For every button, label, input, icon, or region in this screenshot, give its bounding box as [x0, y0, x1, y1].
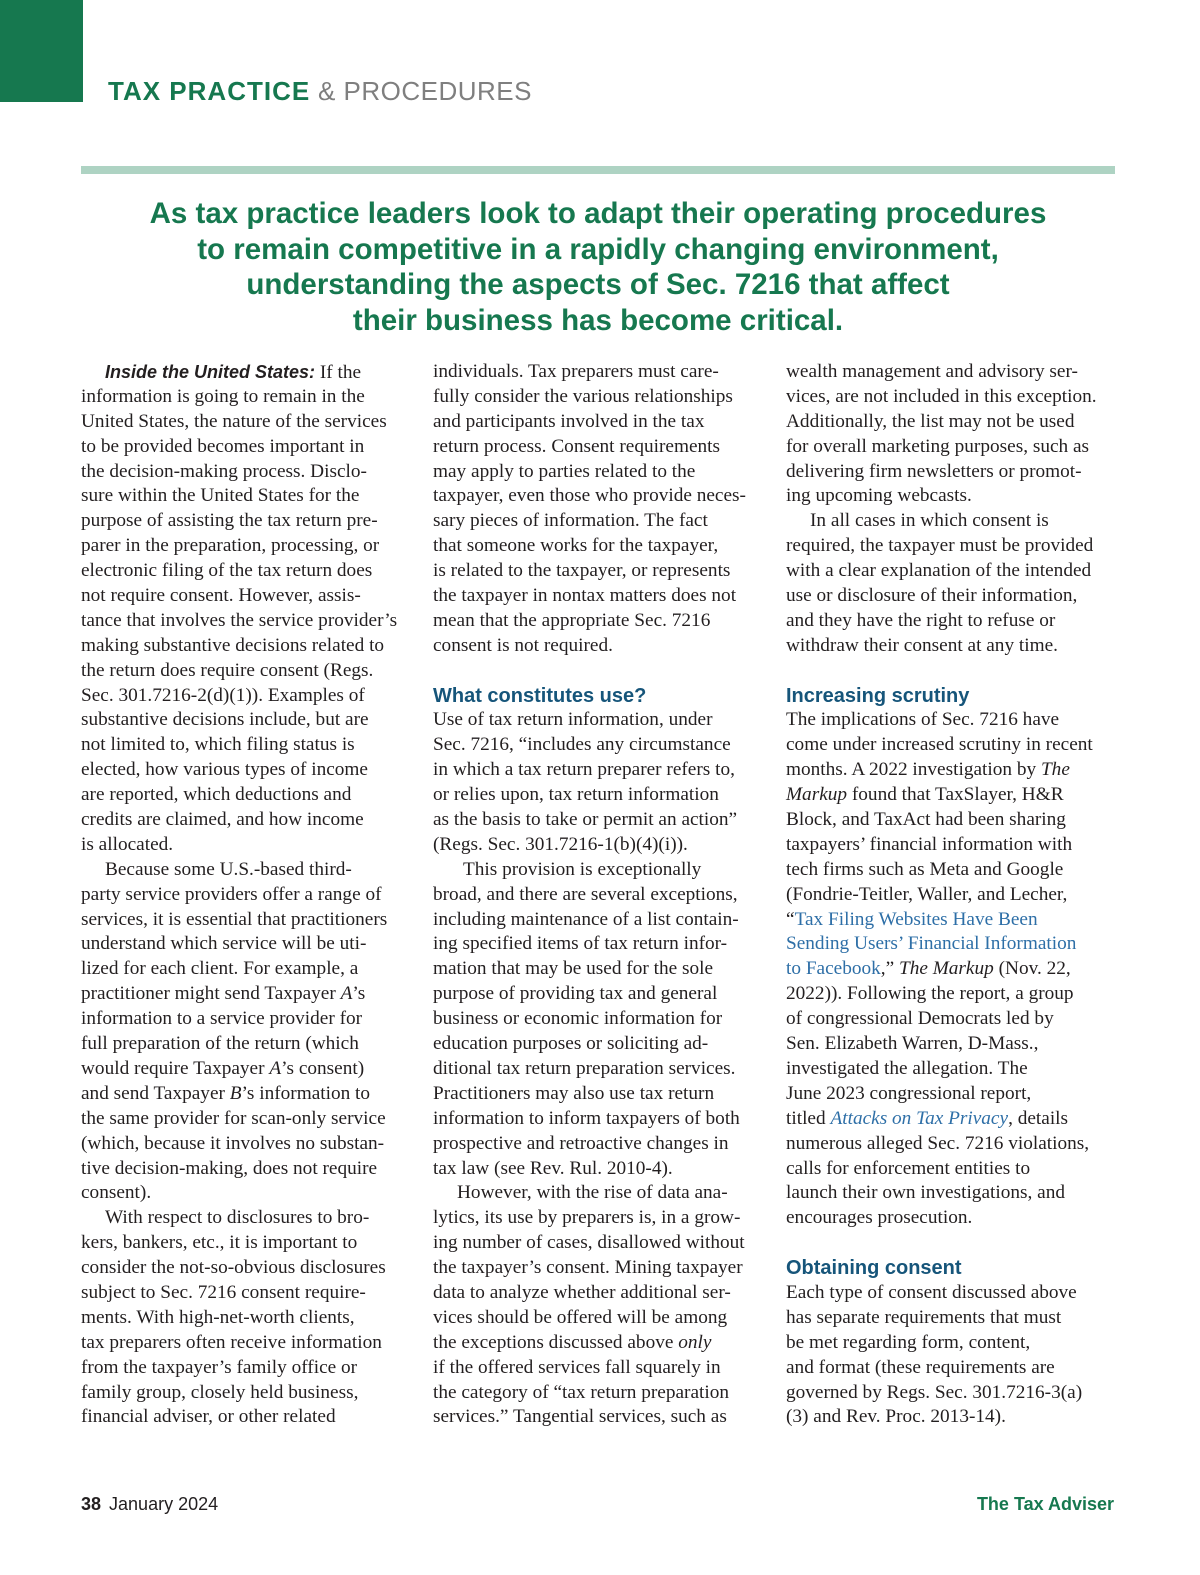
text-line: and they have the right to refuse or	[786, 609, 1056, 631]
text-line: electronic filing of the tax return does	[81, 560, 373, 582]
text-line: the decision-making process. Disclo-	[81, 460, 367, 482]
text-line: substantive decisions include, but are	[81, 709, 369, 731]
text-line: Inside the United States: If the	[105, 362, 362, 383]
paragraph-gap	[786, 1231, 1122, 1256]
text-line: June 2023 congressional report,	[786, 1082, 1032, 1104]
text-line: would require Taxpayer A’s consent)	[81, 1057, 365, 1079]
text-line: Practitioners may also use tax return	[433, 1082, 715, 1104]
text-line: Sen. Elizabeth Warren, D-Mass.,	[786, 1033, 1039, 1055]
text-line: services, it is essential that practitioners	[81, 908, 388, 930]
text-line: Each type of consent discussed above	[786, 1281, 1077, 1303]
text-line: ing upcoming webcasts.	[786, 485, 972, 507]
run-in-heading: Inside the United States:	[105, 362, 316, 382]
text-line: use or disclosure of their information,	[786, 585, 1078, 607]
text-line: and format (these requirements are	[786, 1356, 1055, 1378]
text-line: Because some U.S.-based third-	[105, 858, 352, 880]
text-line: ditional tax return preparation services.	[433, 1057, 736, 1079]
text-line: parer in the preparation, processing, or	[81, 535, 380, 557]
text-line: with a clear explanation of the intended	[786, 560, 1092, 582]
text-line: The implications of Sec. 7216 have	[786, 709, 1060, 731]
text-line: titled Attacks on Tax Privacy, details	[786, 1107, 1069, 1129]
text-line: sary pieces of information. The fact	[433, 510, 708, 532]
text-line: Block, and TaxAct had been sharing	[786, 809, 1066, 831]
text-line: Additionally, the list may not be used	[786, 410, 1075, 432]
text-line: Use of tax return information, under	[433, 709, 713, 731]
divider-rule	[81, 166, 1115, 174]
text-line: (3) and Rev. Proc. 2013-14).	[786, 1406, 1006, 1428]
text-line: vices should be offered will be among	[433, 1306, 728, 1328]
text-line: making substantive decisions related to	[81, 634, 385, 656]
pull-quote-line: As tax practice leaders look to adapt their operating procedures	[149, 197, 1047, 230]
text-line: services.” Tangential services, such as	[433, 1406, 727, 1428]
footer-folio	[81, 1494, 218, 1515]
text-line: are reported, which deductions and	[81, 784, 352, 806]
page-number: 38	[81, 1494, 102, 1514]
section-heading: Obtaining consent	[786, 1257, 962, 1280]
section-title-strong: TAX PRACTICE	[108, 76, 311, 106]
text-line: the taxpayer’s consent. Mining taxpayer	[433, 1257, 743, 1279]
text-line: and send Taxpayer B’s information to	[81, 1082, 371, 1104]
text-line: lytics, its use by preparers is, in a grow-	[433, 1207, 741, 1229]
text-line: consider the not-so-obvious disclosures	[81, 1257, 386, 1279]
text-line: to Facebook,” The Markup (Nov. 22,	[786, 958, 1071, 980]
text-line: as the basis to take or permit an action”	[433, 809, 738, 831]
text-line: (which, because it involves no substan-	[81, 1132, 385, 1154]
text-line: Sec. 7216, “includes any circumstance	[433, 734, 731, 756]
text-line: broad, and there are several exceptions,	[433, 883, 738, 905]
text-line: lized for each client. For example, a	[81, 958, 359, 980]
pull-quote-line: their business has become critical.	[352, 303, 844, 337]
text-line: tax law (see Rev. Rul. 2010-4).	[433, 1157, 673, 1179]
article-link[interactable]: to Facebook	[786, 958, 881, 980]
text-line: (Fondrie-Teitler, Waller, and Lecher,	[786, 883, 1068, 905]
text-line: practitioner might send Taxpayer A’s	[81, 983, 366, 1005]
text-line: consent is not required.	[433, 634, 613, 656]
text-line: return process. Consent requirements	[433, 435, 720, 457]
article-link[interactable]: Tax Filing Websites Have Been	[794, 908, 1038, 930]
text-line: months. A 2022 investigation by The	[786, 759, 1070, 781]
text-line: ing number of cases, disallowed without	[433, 1232, 745, 1254]
text-line: financial adviser, or other related	[81, 1406, 336, 1428]
text-line: vices, are not included in this exception.	[786, 385, 1097, 407]
section-heading: What constitutes use?	[433, 684, 647, 707]
text-line: or relies upon, tax return information	[433, 784, 719, 806]
text-line: not limited to, which filing status is	[81, 734, 355, 756]
text-line: ments. With high-net-worth clients,	[81, 1306, 355, 1328]
text-line: tance that involves the service provider’s	[81, 609, 398, 631]
text-line: United States, the nature of the services	[81, 410, 387, 432]
text-line: purpose of assisting the tax return pre-	[81, 510, 378, 532]
issue-date: January 2024	[109, 1494, 219, 1514]
text-line: come under increased scrutiny in recent	[786, 734, 1093, 756]
text-line: the same provider for scan-only service	[81, 1107, 386, 1129]
article-column-1	[81, 360, 417, 1430]
text-line: family group, closely held business,	[81, 1381, 359, 1403]
text-line: This provision is exceptionally	[463, 858, 702, 880]
text-line: may apply to parties related to the	[433, 460, 696, 482]
text-line: is allocated.	[81, 833, 174, 855]
text-line: prospective and retroactive changes in	[433, 1132, 729, 1154]
text-line: the category of “tax return preparation	[433, 1381, 730, 1403]
article-link[interactable]: Attacks on Tax Privacy	[830, 1107, 1009, 1129]
text-line: mation that may be used for the sole	[433, 958, 714, 980]
text-line: of congressional Democrats led by	[786, 1008, 1054, 1030]
text-line: party service providers offer a range of	[81, 883, 382, 905]
text-line: governed by Regs. Sec. 301.7216-3(a)	[786, 1381, 1083, 1403]
text-line: purpose of providing tax and general	[433, 983, 718, 1005]
pull-quote-line: to remain competitive in a rapidly changing environment,	[197, 232, 999, 266]
section-header	[108, 76, 532, 106]
paragraph-gap	[433, 659, 769, 684]
text-line: business or economic information for	[433, 1008, 723, 1030]
text-line: However, with the rise of data ana-	[457, 1182, 728, 1204]
text-line: In all cases in which consent is	[810, 510, 1049, 532]
text-line: launch their own investigations, and	[786, 1182, 1065, 1204]
text-line: consent).	[81, 1182, 152, 1204]
text-line: the return does require consent (Regs.	[81, 659, 374, 681]
text-line: 2022)). Following the report, a group	[786, 983, 1074, 1005]
text-line: the exceptions discussed above only	[433, 1331, 712, 1353]
text-line: calls for enforcement entities to	[786, 1157, 1031, 1179]
text-line: credits are claimed, and how income	[81, 809, 364, 831]
text-line: be met regarding form, content,	[786, 1331, 1031, 1353]
text-line: encourages prosecution.	[786, 1207, 973, 1229]
article-link[interactable]: Sending Users’ Financial Information	[786, 933, 1077, 955]
text-line: taxpayer, even those who provide neces-	[433, 485, 746, 507]
paragraph-gap	[786, 659, 1122, 684]
text-line: that someone works for the taxpayer,	[433, 535, 719, 557]
text-line: ing specified items of tax return infor-	[433, 933, 728, 955]
text-line: to be provided becomes important in	[81, 435, 365, 457]
section-heading: Increasing scrutiny	[786, 684, 970, 707]
text-line: wealth management and advisory ser-	[786, 361, 1078, 382]
article-column-2	[433, 360, 769, 1430]
text-line: subject to Sec. 7216 consent require-	[81, 1281, 366, 1303]
text-line: investigated the allegation. The	[786, 1057, 1028, 1079]
text-line: tive decision-making, does not require	[81, 1157, 378, 1179]
text-line: and participants involved in the tax	[433, 410, 705, 432]
text-line: full preparation of the return (which	[81, 1033, 359, 1055]
text-line: elected, how various types of income	[81, 759, 368, 781]
text-line: from the taxpayer’s family office or	[81, 1356, 358, 1378]
text-line: tech firms such as Meta and Google	[786, 858, 1064, 880]
text-line: required, the taxpayer must be provided	[786, 535, 1094, 557]
text-line: information is going to remain in the	[81, 385, 365, 407]
text-line: kers, bankers, etc., it is important to	[81, 1232, 358, 1254]
text-line: information to a service provider for	[81, 1008, 363, 1030]
text-line: (Regs. Sec. 301.7216-1(b)(4)(i)).	[433, 833, 688, 855]
article-column-3	[786, 360, 1122, 1430]
text-line: understand which service will be uti-	[81, 933, 367, 955]
section-color-block	[0, 0, 83, 102]
text-line: With respect to disclosures to bro-	[105, 1207, 370, 1229]
text-line: withdraw their consent at any time.	[786, 634, 1058, 656]
pull-quote	[81, 196, 1115, 338]
text-line: for overall marketing purposes, such as	[786, 435, 1090, 457]
text-line: tax preparers often receive information	[81, 1331, 382, 1353]
text-line: in which a tax return preparer refers to,	[433, 759, 735, 781]
text-line: information to inform taxpayers of both	[433, 1107, 740, 1129]
text-line: numerous alleged Sec. 7216 violations,	[786, 1132, 1090, 1154]
text-line: “Tax Filing Websites Have Been	[786, 908, 1038, 930]
text-line: Sec. 301.7216-2(d)(1)). Examples of	[81, 684, 365, 706]
text-line: if the offered services fall squarely in	[433, 1356, 721, 1378]
text-line: is related to the taxpayer, or represents	[433, 560, 731, 582]
text-line: Markup found that TaxSlayer, H&R	[786, 784, 1064, 806]
pull-quote-line: understanding the aspects of Sec. 7216 that affect	[246, 268, 950, 301]
text-line: data to analyze whether additional ser-	[433, 1281, 731, 1303]
text-line: sure within the United States for the	[81, 485, 360, 507]
text-line: mean that the appropriate Sec. 7216	[433, 609, 711, 631]
text-line: including maintenance of a list contain-	[433, 908, 739, 930]
text-line: fully consider the various relationships	[433, 385, 733, 407]
text-line: has separate requirements that must	[786, 1306, 1062, 1328]
text-line: taxpayers’ financial information with	[786, 833, 1073, 855]
text-line: delivering firm newsletters or promot-	[786, 460, 1082, 482]
text-line: individuals. Tax preparers must care-	[433, 361, 719, 382]
publication-name: The Tax Adviser	[976, 1494, 1114, 1514]
text-line: not require consent. However, assis-	[81, 585, 361, 607]
text-line: the taxpayer in nontax matters does not	[433, 585, 737, 607]
text-line: education purposes or soliciting ad-	[433, 1033, 709, 1055]
section-title-light: & PROCEDURES	[317, 76, 532, 106]
